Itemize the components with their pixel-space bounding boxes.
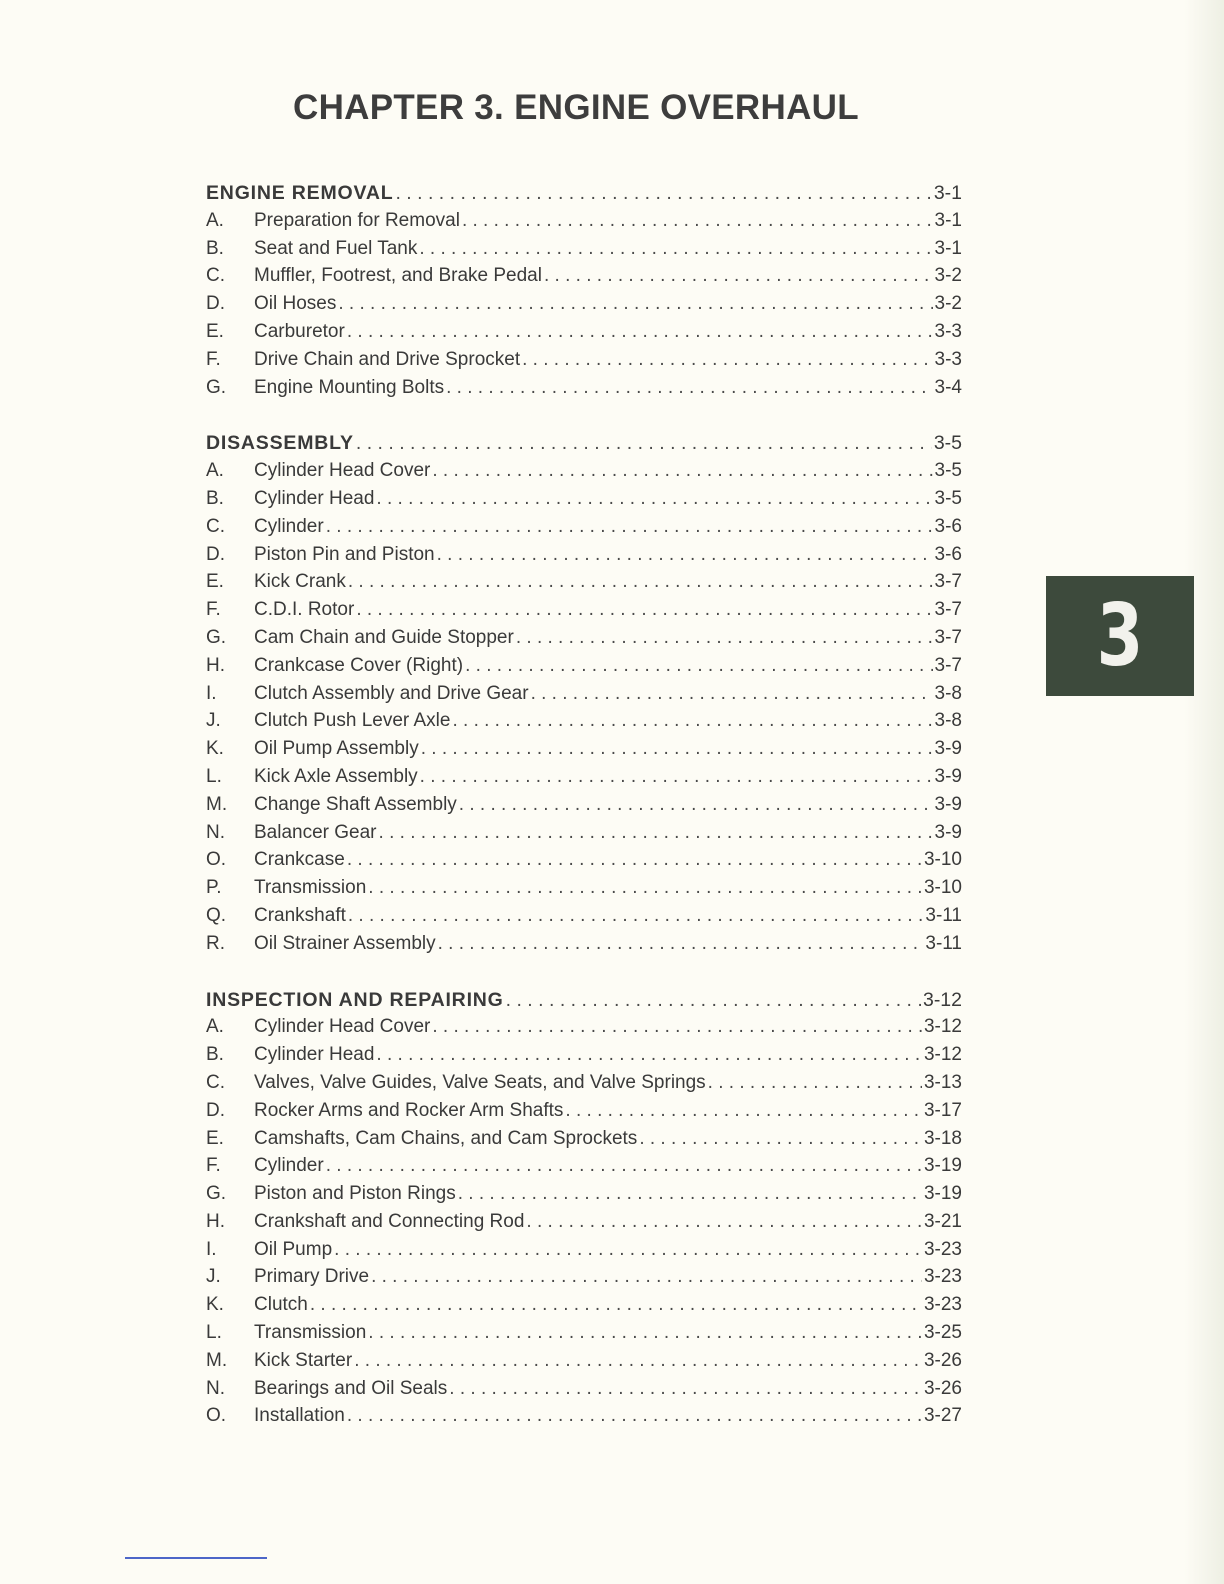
section-heading-text: INSPECTION AND REPAIRING	[206, 988, 504, 1011]
entry-title: Drive Chain and Drive Sprocket	[254, 348, 521, 370]
entry-letter: I.	[206, 682, 217, 704]
dot-leader	[368, 1322, 922, 1344]
toc-entry	[206, 1322, 962, 1350]
entry-title: Seat and Fuel Tank	[254, 237, 418, 259]
entry-page-number: 3-9	[934, 793, 962, 815]
entry-title: Crankcase Cover (Right)	[254, 654, 464, 676]
entry-title: Crankshaft and Connecting Rod	[254, 1210, 525, 1232]
dot-leader	[347, 321, 933, 343]
entry-title: Transmission	[254, 1322, 367, 1344]
entry-page-number: 3-18	[923, 1127, 962, 1149]
toc-entry	[206, 321, 962, 349]
toc-entry	[206, 1044, 962, 1072]
entry-page-number: 3-12	[923, 1016, 962, 1038]
chapter-title: CHAPTER 3. ENGINE OVERHAUL	[293, 88, 859, 127]
dot-leader	[526, 1211, 922, 1233]
toc-entry	[206, 794, 962, 822]
dot-leader	[419, 238, 932, 260]
entry-page-number: 3-25	[923, 1322, 962, 1344]
dot-leader	[462, 210, 933, 232]
dot-leader	[446, 377, 932, 399]
chapter-tab-number: 3	[1096, 586, 1144, 686]
entry-page-number: 3-27	[923, 1405, 962, 1427]
dot-leader	[459, 794, 933, 816]
toc-entry	[206, 1016, 962, 1044]
toc-entry	[206, 488, 962, 516]
dot-leader	[432, 1016, 922, 1038]
dot-leader	[371, 1266, 922, 1288]
entry-letter: O.	[206, 849, 227, 871]
entry-letter: A.	[206, 460, 224, 482]
entry-title: Carburetor	[254, 320, 345, 342]
entry-page-number: 3-3	[934, 320, 962, 342]
toc-entry	[206, 1266, 962, 1294]
page-edge-shadow	[1184, 0, 1224, 1584]
dot-leader	[522, 349, 932, 371]
dot-leader	[326, 1155, 922, 1177]
entry-letter: E.	[206, 571, 224, 593]
toc-entry	[206, 1294, 962, 1322]
entry-letter: N.	[206, 821, 225, 843]
entry-title: Valves, Valve Guides, Valve Seats, and Valve Springs	[254, 1071, 706, 1093]
entry-page-number: 3-7	[934, 599, 962, 621]
dot-leader	[452, 710, 932, 732]
dot-leader	[338, 293, 932, 315]
toc-entry	[206, 710, 962, 738]
entry-page-number: 3-2	[934, 265, 962, 287]
dot-leader	[421, 738, 933, 760]
entry-letter: P.	[206, 877, 222, 899]
section-page-number: 3-5	[933, 432, 962, 455]
entry-title: Installation	[254, 1405, 345, 1427]
entry-title: Transmission	[254, 877, 367, 899]
entry-page-number: 3-19	[923, 1155, 962, 1177]
entry-title: C.D.I. Rotor	[254, 599, 355, 621]
toc-entry	[206, 516, 962, 544]
entry-title: Cylinder	[254, 515, 324, 537]
entry-title: Cylinder Head	[254, 487, 375, 509]
entry-page-number: 3-23	[923, 1238, 962, 1260]
entry-letter: K.	[206, 738, 224, 760]
entry-page-number: 3-1	[934, 209, 962, 231]
toc-entry	[206, 877, 962, 905]
entry-page-number: 3-8	[934, 710, 962, 732]
entry-title: Piston and Piston Rings	[254, 1183, 456, 1205]
dot-leader	[395, 182, 931, 205]
entry-title: Oil Pump Assembly	[254, 738, 419, 760]
entry-letter: E.	[206, 1127, 224, 1149]
entry-letter: B.	[206, 487, 224, 509]
entry-page-number: 3-21	[923, 1210, 962, 1232]
toc-entry	[206, 822, 962, 850]
dot-leader	[465, 655, 932, 677]
entry-letter: B.	[206, 237, 224, 259]
toc-section-heading	[206, 432, 962, 460]
entry-page-number: 3-12	[923, 1044, 962, 1066]
toc-entry	[206, 460, 962, 488]
entry-title: Clutch	[254, 1294, 308, 1316]
section-page-number: 3-1	[933, 182, 962, 204]
entry-title: Kick Axle Assembly	[254, 765, 418, 787]
entry-title: Piston Pin and Piston	[254, 543, 435, 565]
toc-entry	[206, 1183, 962, 1211]
toc-entry	[206, 1211, 962, 1239]
dot-leader	[376, 488, 932, 510]
entry-title: Rocker Arms and Rocker Arm Shafts	[254, 1099, 564, 1121]
section-heading-text: DISASSEMBLY	[206, 432, 354, 455]
entry-letter: F.	[206, 1155, 221, 1177]
entry-letter: A.	[206, 1016, 224, 1038]
dot-leader	[458, 1183, 922, 1205]
entry-page-number: 3-6	[934, 543, 962, 565]
entry-title: Cam Chain and Guide Stopper	[254, 626, 514, 648]
entry-letter: J.	[206, 1266, 221, 1288]
entry-title: Cylinder	[254, 1155, 324, 1177]
dot-leader	[310, 1294, 922, 1316]
dot-leader	[356, 432, 932, 455]
toc-section-heading	[206, 182, 962, 210]
toc-entry	[206, 1155, 962, 1183]
dot-leader	[437, 544, 933, 566]
entry-title: Cylinder Head Cover	[254, 460, 431, 482]
dot-leader	[334, 1239, 922, 1261]
dot-leader	[368, 877, 922, 899]
toc-entry	[206, 1239, 962, 1267]
toc-entry	[206, 571, 962, 599]
entry-page-number: 3-3	[934, 348, 962, 370]
toc-entry	[206, 238, 962, 266]
entry-letter: L.	[206, 765, 222, 787]
entry-title: Oil Pump	[254, 1238, 333, 1260]
entry-page-number: 3-7	[934, 626, 962, 648]
toc-entry	[206, 683, 962, 711]
entry-title: Muffler, Footrest, and Brake Pedal	[254, 265, 542, 287]
entry-letter: C.	[206, 265, 225, 287]
table-of-contents	[206, 182, 962, 1461]
entry-letter: C.	[206, 515, 225, 537]
toc-entry	[206, 849, 962, 877]
entry-page-number: 3-17	[923, 1099, 962, 1121]
toc-entry	[206, 1350, 962, 1378]
entry-page-number: 3-5	[934, 487, 962, 509]
entry-page-number: 3-26	[923, 1349, 962, 1371]
entry-letter: A.	[206, 209, 224, 231]
entry-title: Balancer Gear	[254, 821, 377, 843]
entry-title: Change Shaft Assembly	[254, 793, 457, 815]
dot-leader	[544, 265, 933, 287]
toc-entry	[206, 738, 962, 766]
toc-entry	[206, 377, 962, 405]
dot-leader	[347, 1405, 922, 1427]
entry-letter: O.	[206, 1405, 227, 1427]
entry-title: Kick Crank	[254, 571, 346, 593]
dot-leader	[356, 599, 932, 621]
entry-page-number: 3-11	[925, 932, 962, 954]
entry-letter: E.	[206, 320, 224, 342]
toc-entry	[206, 766, 962, 794]
toc-entry	[206, 655, 962, 683]
toc-entry	[206, 265, 962, 293]
entry-page-number: 3-4	[934, 376, 962, 398]
toc-section	[206, 989, 962, 1434]
entry-letter: H.	[206, 654, 225, 676]
dot-leader	[438, 933, 924, 955]
entry-letter: G.	[206, 626, 227, 648]
toc-entry	[206, 1405, 962, 1433]
dot-leader	[348, 905, 924, 927]
dot-leader	[516, 627, 933, 649]
section-heading-text: ENGINE REMOVAL	[206, 182, 394, 204]
entry-page-number: 3-1	[934, 237, 962, 259]
toc-section	[206, 182, 962, 404]
entry-title: Cylinder Head Cover	[254, 1016, 431, 1038]
entry-page-number: 3-19	[923, 1183, 962, 1205]
toc-entry	[206, 544, 962, 572]
dot-leader	[565, 1100, 922, 1122]
entry-letter: D.	[206, 293, 225, 315]
entry-letter: K.	[206, 1294, 224, 1316]
entry-letter: N.	[206, 1377, 225, 1399]
entry-page-number: 3-5	[934, 460, 962, 482]
entry-letter: G.	[206, 376, 227, 398]
entry-page-number: 3-9	[934, 765, 962, 787]
dot-leader	[354, 1350, 922, 1372]
entry-page-number: 3-23	[923, 1266, 962, 1288]
entry-page-number: 3-10	[923, 849, 962, 871]
entry-page-number: 3-6	[934, 515, 962, 537]
entry-letter: R.	[206, 932, 225, 954]
entry-letter: I.	[206, 1238, 217, 1260]
toc-section	[206, 432, 962, 960]
entry-letter: J.	[206, 710, 221, 732]
entry-page-number: 3-8	[934, 682, 962, 704]
dot-leader	[506, 989, 921, 1012]
dot-leader	[639, 1128, 922, 1150]
entry-letter: Q.	[206, 904, 227, 926]
entry-letter: M.	[206, 1349, 228, 1371]
entry-page-number: 3-26	[923, 1377, 962, 1399]
entry-title: Oil Strainer Assembly	[254, 932, 436, 954]
entry-title: Crankcase	[254, 849, 345, 871]
toc-entry	[206, 905, 962, 933]
dot-leader	[449, 1378, 922, 1400]
toc-entry	[206, 599, 962, 627]
entry-title: Crankshaft	[254, 904, 346, 926]
entry-title: Preparation for Removal	[254, 209, 460, 231]
entry-letter: B.	[206, 1044, 224, 1066]
dot-leader	[326, 516, 933, 538]
entry-letter: F.	[206, 348, 221, 370]
entry-letter: D.	[206, 543, 225, 565]
entry-letter: M.	[206, 793, 228, 815]
entry-title: Camshafts, Cam Chains, and Cam Sprockets	[254, 1127, 638, 1149]
entry-page-number: 3-11	[925, 904, 962, 926]
dot-leader	[420, 766, 933, 788]
entry-letter: F.	[206, 599, 221, 621]
entry-letter: G.	[206, 1183, 227, 1205]
toc-section-heading	[206, 989, 962, 1017]
entry-page-number: 3-9	[934, 738, 962, 760]
entry-letter: C.	[206, 1071, 225, 1093]
entry-letter: D.	[206, 1099, 225, 1121]
entry-page-number: 3-10	[923, 877, 962, 899]
entry-title: Clutch Push Lever Axle	[254, 710, 451, 732]
entry-letter: L.	[206, 1322, 222, 1344]
dot-leader	[376, 1044, 922, 1066]
dot-leader	[379, 822, 933, 844]
toc-entry	[206, 293, 962, 321]
entry-title: Oil Hoses	[254, 293, 337, 315]
entry-title: Clutch Assembly and Drive Gear	[254, 682, 529, 704]
dot-leader	[432, 460, 932, 482]
entry-page-number: 3-9	[934, 821, 962, 843]
chapter-thumb-tab	[1046, 576, 1194, 696]
entry-page-number: 3-7	[934, 571, 962, 593]
toc-entry	[206, 349, 962, 377]
toc-entry	[206, 933, 962, 961]
entry-page-number: 3-7	[934, 654, 962, 676]
dot-leader	[348, 571, 933, 593]
toc-entry	[206, 1072, 962, 1100]
entry-title: Primary Drive	[254, 1266, 370, 1288]
toc-entry	[206, 1378, 962, 1406]
entry-letter: H.	[206, 1210, 225, 1232]
entry-title: Cylinder Head	[254, 1044, 375, 1066]
entry-title: Kick Starter	[254, 1349, 353, 1371]
entry-title: Bearings and Oil Seals	[254, 1377, 448, 1399]
footnote-rule	[125, 1557, 267, 1559]
toc-entry	[206, 627, 962, 655]
section-page-number: 3-12	[922, 988, 962, 1011]
entry-page-number: 3-13	[923, 1071, 962, 1093]
entry-page-number: 3-23	[923, 1294, 962, 1316]
toc-entry	[206, 1128, 962, 1156]
dot-leader	[708, 1072, 922, 1094]
dot-leader	[347, 849, 922, 871]
toc-entry	[206, 210, 962, 238]
entry-title: Engine Mounting Bolts	[254, 376, 445, 398]
toc-entry	[206, 1100, 962, 1128]
entry-page-number: 3-2	[934, 293, 962, 315]
dot-leader	[531, 683, 933, 705]
